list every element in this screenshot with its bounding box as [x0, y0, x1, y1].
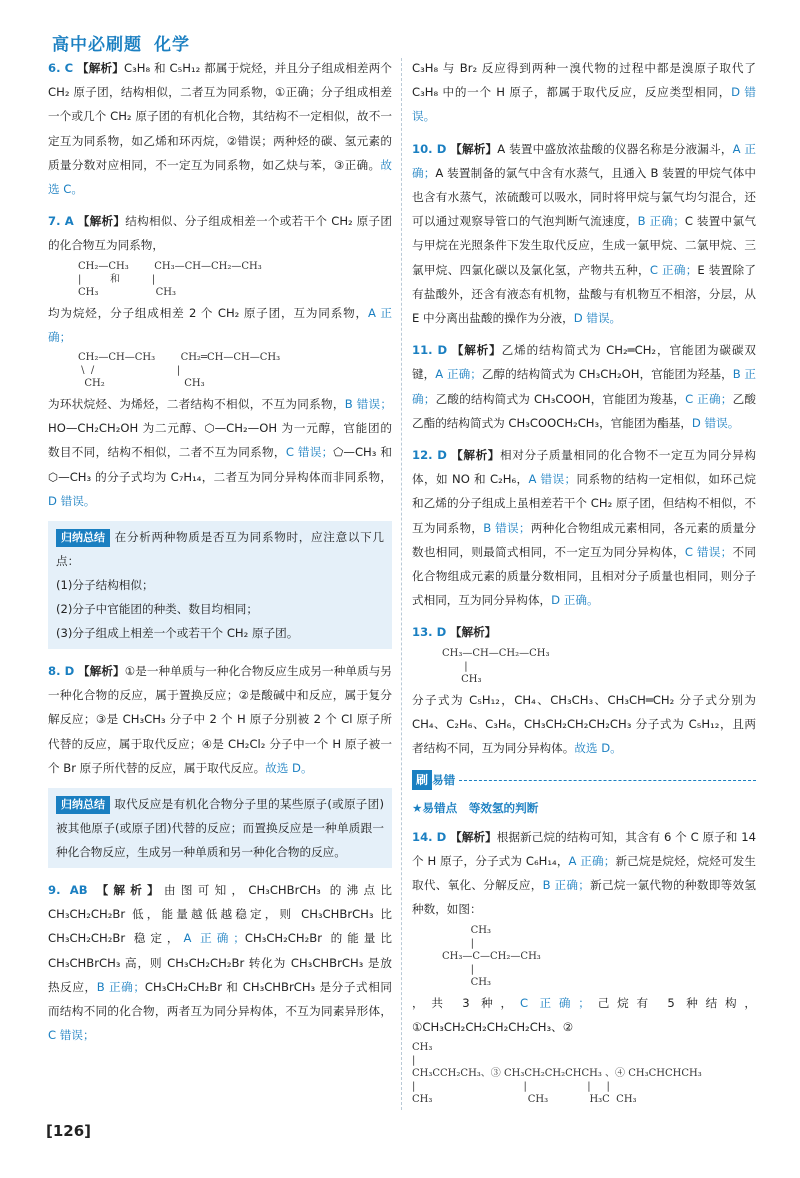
error-point-title: ★易错点 等效氢的判断 [412, 801, 539, 816]
page-number: [126] [46, 1122, 92, 1140]
summary-tag: 归纳总结 [56, 529, 110, 547]
subject-title: 化学 [154, 35, 190, 55]
answer-6: 6. C 【解析】C₃H₈ 和 C₅H₁₂ 都属于烷烃，并且分子组成相差两个 CH₂ 原子团，结构相似，二者互为同系物，①正确；分子组成相差一个或几个 CH₂ 原子团的有机化合物，其结构不一定相似，故不一定互为同系物，如乙烯和环丙烷，②错误；两种烃的碳、氢元素的质量分数对应相同，不一定互为同系物，如乙炔与苯，③正确。故选 C。 [48, 61, 392, 197]
structure-formula: CH₂—CH₃ CH₃—CH—CH₂—CH₃ | 和 | CH₃ CH₃ [78, 260, 262, 298]
answer-9: 9. AB 【解析】由图可知，CH₃CHBrCH₃ 的沸点比 CH₃CH₂CH₂Br 低，能量越低越稳定，则 CH₃CHBrCH₃ 比 CH₃CH₂CH₂Br 稳定，A 正确；CH₃CH₂CH₂Br 的能量比 CH₃CHBrCH₃ 高，则 CH₃CH₂CH₂Br 转化为 CH₃CHBrCH₃ 是放热反应，B 正确；CH₃CH₂CH₂Br 和 CH₃CHBrCH₃ 是分子式相同而结构不同的化合物，两者互为同分异构体，不互为同素异形体，C 错误； [48, 883, 392, 1043]
summary-item: (1)分子结构相似； [56, 578, 154, 593]
answer-11: 11. D 【解析】乙烯的结构简式为 CH₂═CH₂，官能团为碳碳双键，A 正确；乙醇的结构简式为 CH₃CH₂OH，官能团为羟基，B 正确；乙酸的结构简式为 CH₃COOH，官能团为羧基，C 正确；乙酸乙酯的结构简式为 CH₃COOCH₂CH₃，官能团为酯基，D 错误。 [412, 343, 757, 430]
answer-7: 7. A 【解析】结构相似、分子组成相差一个或若干个 CH₂ 原子团的化合物互为同系物， CH₂—CH₃ CH₃—CH—CH₂—CH₃ | 和 | CH₃ CH₃ 均为烷烃，分子组成相差 2 个 CH₂ 原子团，互为同系物，A 正确； CH₂—CH—CH₃ CH₂═CH—CH—CH₃ \ / | CH₂ CH₃ 为环状烷烃、为烯烃，二者结构不相似，不互为同系物，B 错误；HO—CH₂CH₂OH 为二元醇、⬡—CH₂—OH 为一元醇，官能团的数目不同，结构不相似，二者不互为同系物，C 错误；⬠—CH₃ 和 ⬡—CH₃ 的分子式均为 C₇H₁₄，二者互为同分异构体而非同系物，D 错误。 [48, 214, 393, 508]
summary-box: 归纳总结 在分析两种物质是否互为同系物时，应注意以下几点： (1)分子结构相似； (2)分子中官能团的种类、数目均相同； (3)分子组成上相差一个或若干个 CH₂ 原子团。 [48, 521, 392, 649]
structure-formula: CH₃ | CH₃—C—CH₂—CH₃ | CH₃ [442, 924, 541, 988]
left-column [48, 56, 392, 1055]
answer-13: 13. D 【解析】 CH₃—CH—CH₂—CH₃ | CH₃ 分子式为 C₅H₁₂，CH₄、CH₃CH₃、CH₃CH═CH₂ 分子式分别为 CH₄、C₂H₆、C₃H₆，CH₃CH₂CH₂CH₂CH₃ 分子式为 C₅H₁₂，且两者结构不同，互为同分异构体。故选 D。 [412, 625, 756, 756]
summary-box: 归纳总结 取代反应是有机化合物分子里的某些原子(或原子团)被其他原子(或原子团)代替的反应；而置换反应是一种单质跟一种化合物反应，生成另一种单质和另一种化合物的反应。 [48, 788, 392, 868]
answer-10: 10. D 【解析】A 装置中盛放浓盐酸的仪器名称是分液漏斗，A 正确；A 装置制备的氯气中含有水蒸气，且通入 B 装置的甲烷气体中也含有水蒸气，浓硫酸可以吸水，同时将甲烷与氯气均匀混合，还可以通过观察导管口的气泡判断气流速度，B 正确；C 装置中氯气与甲烷在光照条件下发生取代反应，生成一氯甲烷、二氯甲烷、三氯甲烷、四氯化碳以及氯化氢，产物共五种，C 正确；E 装置除了有盐酸外，还含有液态有机物，盐酸与有机物互不相溶，分层，从 E 中分离出盐酸的操作为分液，D 错误。 [412, 141, 757, 326]
answer-9-continued: C₃H₈ 与 Br₂ 反应得到两种一溴代物的过程中都是溴原子取代了 C₃H₈ 中的一个 H 原子，都属于取代反应，反应类型相同，D 错误。 [412, 61, 756, 124]
answer-14: 14. D 【解析】根据新己烷的结构可知，其含有 6 个 C 原子和 14 个 H 原子，分子式为 C₆H₁₄，A 正确；新己烷是烷烃，烷烃可发生取代、氧化、分解反应，B 正确；新己烷一氯代物的种数即等效氢种数，如图： CH₃ | CH₃—C—CH₂—CH₃ | CH₃ ，共 3 种，C 正确；己烷有 5 种结构，①CH₃CH₂CH₂CH₂CH₂CH₃、② CH₃ | CH₃CCH₂CH₃、③ CH₃CH₂CH₂CHCH₃ 、④ CH₃CHCHCH₃ | | | | CH₃ CH₃ H₃C CH₃ [412, 829, 757, 1105]
structure-formula: CH₂—CH—CH₃ CH₂═CH—CH—CH₃ \ / | CH₂ CH₃ [78, 352, 281, 390]
column-divider [401, 58, 402, 1110]
structure-formula: CH₃ | CH₃CCH₂CH₃、③ CH₃CH₂CH₂CHCH₃ 、④ CH₃CHCHCH₃ | | | | CH₃ CH₃ H₃C CH₃ [412, 1041, 702, 1105]
answer-12: 12. D 【解析】相对分子质量相同的化合物不一定互为同分异构体，如 NO 和 C₂H₆，A 错误；同系物的结构一定相似，如环己烷和乙烯的分子组成上虽相差若干个 CH₂ 原子团，但结构不相似，不互为同系物，B 错误；两种化合物组成元素相同，各元素的质量分数也相同，则最简式相同，不一定互为同分异构体，C 错误；不同化合物组成元素的质量分数相同，且相对分子质量也相同，则分子式相同，互为同分异构体，D 正确。 [412, 448, 756, 608]
page-header [52, 30, 190, 55]
section-rule [459, 780, 756, 781]
book-title: 高中必刷题 [52, 35, 142, 55]
answer-8: 8. D 【解析】①是一种单质与一种化合物反应生成另一种单质与另一种化合物的反应，属于置换反应；②是酸碱中和反应，属于复分解反应；③是 CH₃CH₃ 分子中 2 个 H 原子分别被 2 个 Cl 原子所代替的反应，属于取代反应；④是 CH₂Cl₂ 分子中一个 H 原子被一个 Br 原子所代替的反应，属于取代反应。故选 D。 [48, 664, 392, 775]
summary-item: (2)分子中官能团的种类、数目均相同； [56, 602, 258, 617]
structure-formula: CH₃—CH—CH₂—CH₃ | CH₃ [442, 647, 550, 685]
right-column [412, 56, 756, 1114]
summary-item: (3)分子组成上相差一个或若干个 CH₂ 原子团。 [56, 626, 299, 641]
section-header [412, 768, 756, 792]
section-badge: 刷 [412, 770, 432, 790]
section-label: 易错 [432, 773, 456, 788]
summary-tag: 归纳总结 [56, 796, 110, 814]
